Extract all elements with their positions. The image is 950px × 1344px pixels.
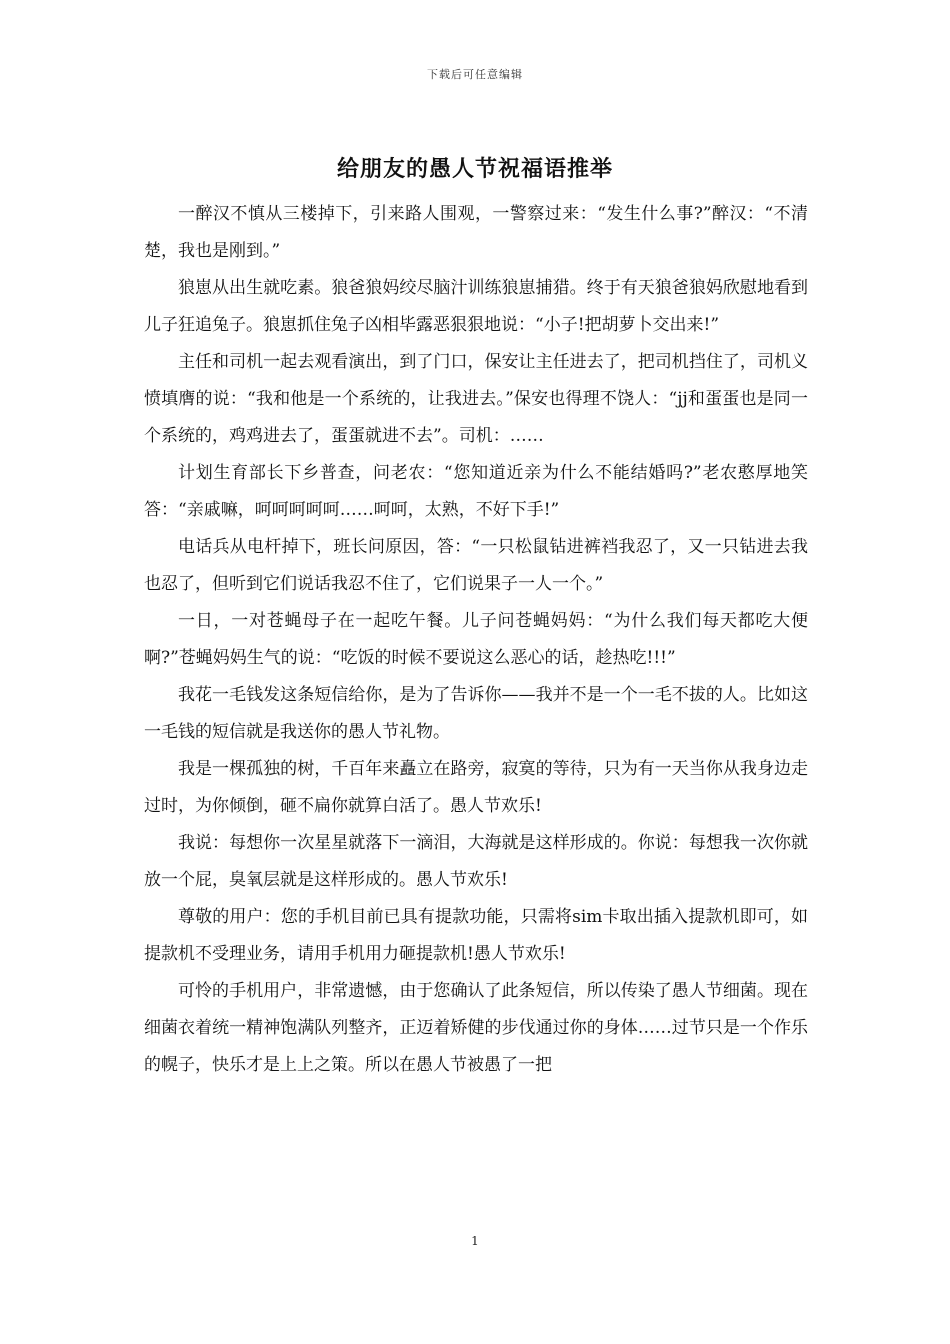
document-title: 给朋友的愚人节祝福语推举	[336, 156, 613, 182]
paragraph: 电话兵从电杆掉下，班长问原因，答：“一只松鼠钻进裤裆我忍了，又一只钻进去我也忍了，但听到它们说话我忍不住了，它们说果子一人一个。”	[144, 537, 808, 594]
paragraph: 一日，一对苍蝇母子在一起吃午餐。儿子问苍蝇妈妈：“为什么我们每天都吃大便啊?”苍蝇妈妈生气的说：“吃饭的时候不要说这么恶心的话，趁热吃!!!”	[144, 611, 808, 668]
page-header-note: 下载后可任意编辑	[427, 68, 523, 81]
paragraph: 计划生育部长下乡普查，问老农：“您知道近亲为什么不能结婚吗?”老农憨厚地笑答：“亲戚嘛，呵呵呵呵呵……呵呵，太熟，不好下手!”	[144, 463, 808, 520]
paragraph: 可怜的手机用户，非常遗憾，由于您确认了此条短信，所以传染了愚人节细菌。现在细菌衣着统一精神饱满队列整齐，正迈着矫健的步伐通过你的身体……过节只是一个作乐的幌子，快乐才是上上之策。所以在愚人节被愚了一把	[144, 981, 808, 1075]
paragraph: 我是一棵孤独的树，千百年来矗立在路旁，寂寞的等待，只为有一天当你从我身边走过时，为你倾倒，砸不扁你就算白活了。愚人节欢乐!	[144, 759, 808, 816]
page-number: 1	[471, 1234, 479, 1248]
paragraph: 主任和司机一起去观看演出，到了门口，保安让主任进去了，把司机挡住了，司机义愤填膺的说：“我和他是一个系统的，让我进去。”保安也得理不饶人：“jj和蛋蛋也是同一个系统的，鸡鸡进去了，蛋蛋就进不去”。司机：……	[144, 352, 808, 446]
paragraph: 一醉汉不慎从三楼掉下，引来路人围观，一警察过来：“发生什么事?”醉汉：“不清楚，我也是刚到。”	[144, 204, 808, 261]
document-body	[144, 196, 808, 1084]
paragraph: 尊敬的用户：您的手机目前已具有提款功能，只需将sim卡取出插入提款机即可，如提款机不受理业务，请用手机用力砸提款机!愚人节欢乐!	[144, 907, 808, 964]
paragraph: 我说：每想你一次星星就落下一滴泪，大海就是这样形成的。你说：每想我一次你就放一个屁，臭氧层就是这样形成的。愚人节欢乐!	[144, 833, 808, 890]
paragraph: 我花一毛钱发这条短信给你，是为了告诉你——我并不是一个一毛不拔的人。比如这一毛钱的短信就是我送你的愚人节礼物。	[144, 685, 808, 742]
paragraph: 狼崽从出生就吃素。狼爸狼妈绞尽脑汁训练狼崽捕猎。终于有天狼爸狼妈欣慰地看到儿子狂追兔子。狼崽抓住兔子凶相毕露恶狠狠地说：“小子!把胡萝卜交出来!”	[144, 278, 808, 335]
